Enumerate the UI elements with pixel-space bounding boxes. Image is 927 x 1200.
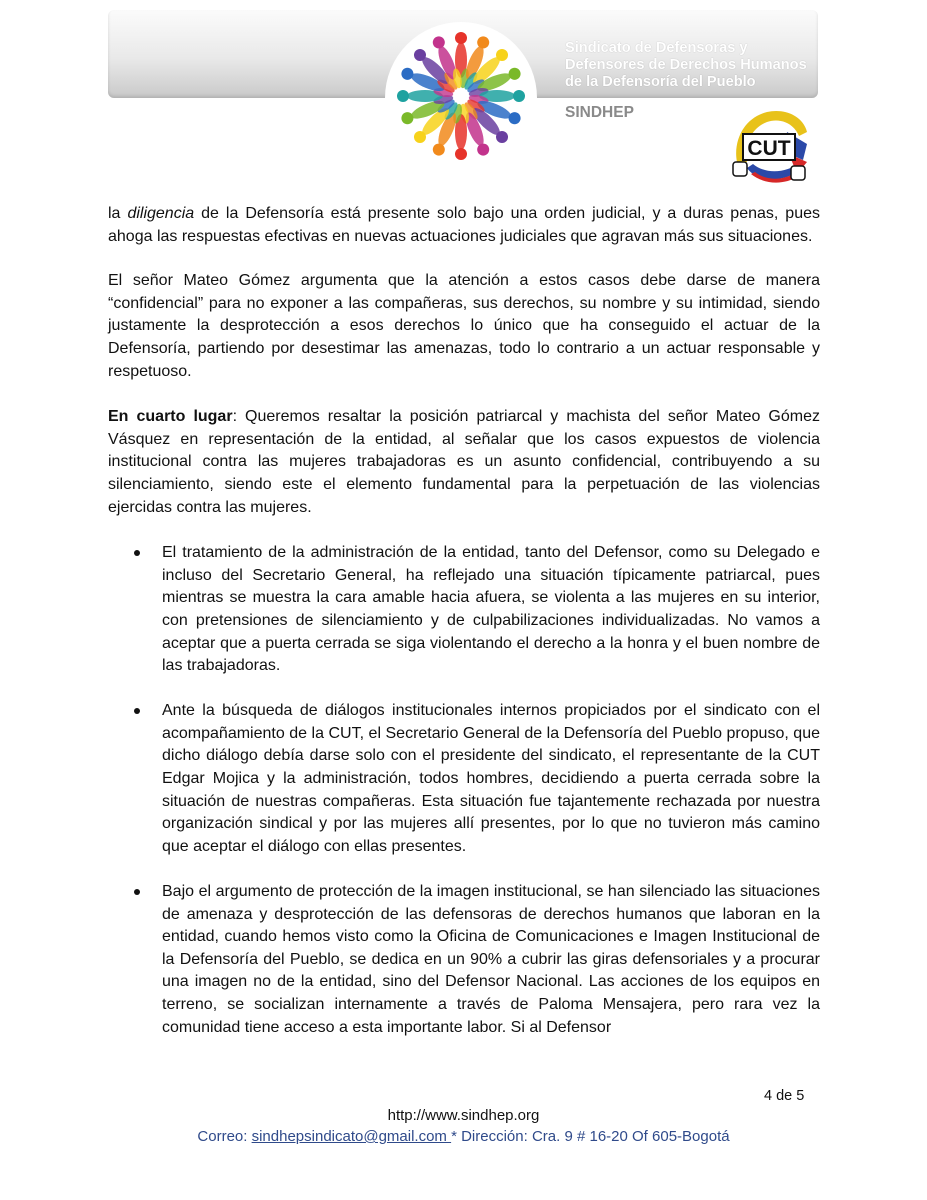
p1-text-end: de la Defensoría está presente solo bajo una orden judicial, y a duras penas, pues ahoga las respuestas efectivas en nuevas actuaciones judiciales que agravan más sus situaciones. [108, 205, 821, 245]
email-label: Correo: [197, 1128, 252, 1145]
flower-petal-head [397, 90, 409, 102]
cut-logo-icon [727, 102, 813, 188]
flower-petal-head [455, 148, 467, 160]
bullet-list [108, 542, 820, 1039]
cuarto-lugar-text: : Queremos resaltar la posición patriarcal y machista del señor Mateo Gómez Vásquez en representación de la entidad, al señalar que los casos expuestos de violencia institucional contra las mujeres trabajadoras es un asunto confidencial, contribuyendo a su silenciamiento, siendo este el elemento fundamental para la perpetuación de las violencias ejercidas contra las mujeres. [108, 408, 820, 516]
sindhep-flower-logo-icon [395, 30, 527, 162]
list-item [108, 542, 820, 678]
bullet-icon [134, 550, 140, 556]
flower-petal-head [513, 90, 525, 102]
org-name-line-2: Defensores de Derechos Humanos [565, 57, 807, 73]
list-item [108, 700, 820, 858]
list-item-text: El tratamiento de la administración de la entidad, tanto del Defensor, como su Delegado e incluso del Secretario General, ha reflejado una situación típicamente patriarcal, pues mientras se muestra la cara amable hacia afuera, se violenta a las mujeres en su interior, con pretensiones de silenciamiento y de culpabilizaciones individualizadas. No vamos a aceptar que a puerta cerrada se siga violentando el derecho a la honra y el buen nombre de las trabajadoras. [162, 544, 820, 675]
cuarto-lugar-heading: En cuarto lugar [108, 408, 233, 426]
footer-contact [0, 1128, 927, 1145]
bullet-icon [134, 708, 140, 714]
address-text: * Dirección: Cra. 9 # 16-20 Of 605-Bogotá [451, 1128, 730, 1145]
p1-text-start: la [108, 205, 128, 222]
bullet-icon [134, 889, 140, 895]
list-item-text: Bajo el argumento de protección de la imagen institucional, se han silenciado las situaciones de amenaza y desprotección de las defensoras de derechos humanos que laboran en la entidad, cuando hemos visto como la Oficina de Comunicaciones e Imagen Institucional de la Defensoría del Pueblo, se dedica en un 90% a cubrir las giras defensoriales y a procurar una imagen no de la entidad, sino del Defensor Nacional. Las acciones de los equipos en terreno, se socializan internamente a través de Paloma Mensajera, pero rara vez la comunidad tiene acceso a esta importante labor. Si al Defensor [162, 883, 820, 1036]
footer-website-link[interactable]: http://www.sindhep.org [387, 1107, 540, 1124]
paragraph-diligencia [108, 203, 820, 248]
org-name-line-3: de la Defensoría del Pueblo [565, 74, 756, 90]
list-item-text: Ante la búsqueda de diálogos institucionales internos propiciados por el sindicato con el acompañamiento de la CUT, el Secretario General de la Defensoría del Pueblo propuso, que dicho diálogo debía darse solo con el presidente del sindicato, el representante de la CUT Edgar Mojica y la administración, todos hombres, decidiendo a puerta cerrada sobre la situación de nuestras compañeras. Esta situación fue tajantemente rechazada por nuestra organización sindical y por las mujeres allí presentes, por lo que no tuvieron más camino que aceptar el diálogo con ellas presentes. [162, 702, 820, 855]
organization-acronym: SINDHEP [565, 104, 634, 121]
flower-petal-head [455, 32, 467, 44]
organization-name [565, 40, 820, 91]
list-item [108, 881, 820, 1039]
paragraph-cuarto-lugar [108, 406, 820, 519]
paragraph-mateo-gomez: El señor Mateo Gómez argumenta que la atención a estos casos debe darse de manera “confidencial” para no exponer a las compañeras, sus derechos, su nombre y su intimidad, siendo justamente la desprotección a esos derechos lo único que ha conseguido el actuar de la Defensoría, partiendo por desestimar las amenazas, todo lo contrario a un actuar responsable y respetuoso. [108, 272, 820, 380]
email-link[interactable]: sindhepsindicato@gmail.com [251, 1128, 452, 1145]
p1-italic-word: diligencia [127, 205, 195, 222]
cut-logo-text: CUT [747, 137, 791, 160]
document-body [108, 203, 820, 1062]
page-number: 4 de 5 [764, 1088, 805, 1104]
org-name-line-1: Sindicato de Defensoras y [565, 40, 748, 56]
